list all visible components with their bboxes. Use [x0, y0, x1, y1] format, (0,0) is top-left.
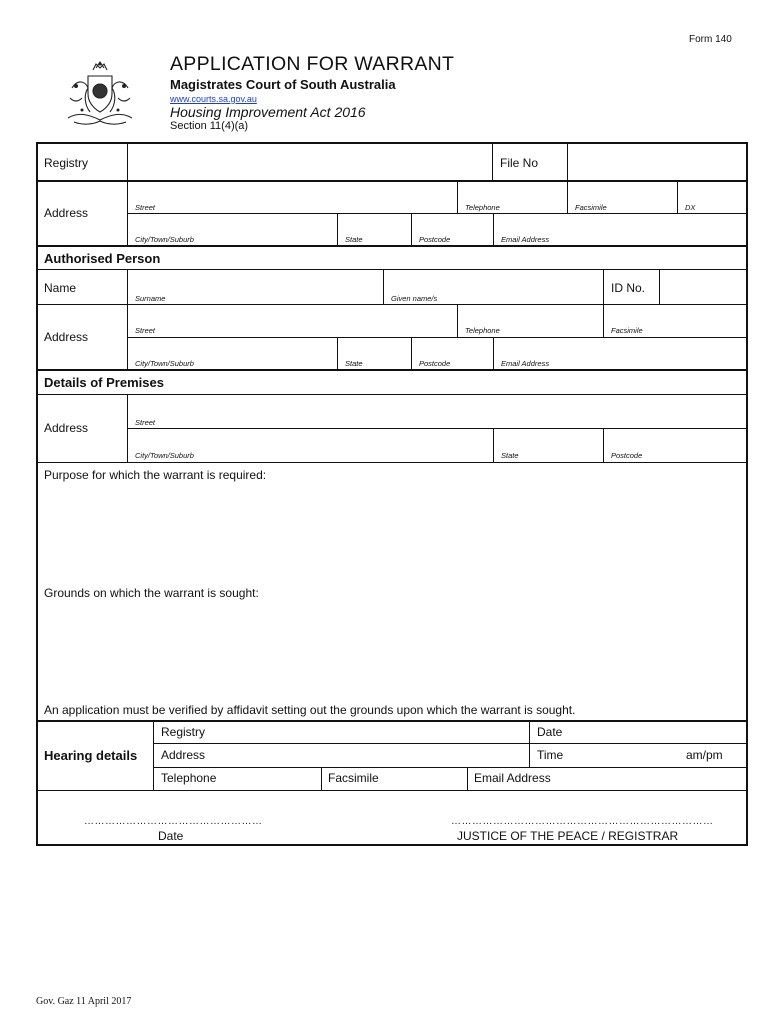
hearing-details-label: Hearing details — [44, 748, 138, 763]
hearing-address-label: Address — [161, 748, 206, 762]
email-field[interactable] — [494, 214, 744, 244]
hearing-email-label: Email Address — [474, 771, 551, 785]
facsimile-field[interactable] — [568, 182, 676, 212]
premises-heading: Details of Premises — [44, 375, 164, 390]
purpose-label: Purpose for which the warrant is required: — [44, 468, 267, 482]
street-label: Street — [135, 203, 156, 212]
hearing-telephone-label: Telephone — [161, 771, 217, 785]
premises-city-label: City/Town/Suburb — [135, 451, 194, 460]
premises-postcode-field[interactable] — [604, 430, 744, 460]
hearing-date-field[interactable] — [573, 722, 743, 742]
premises-address-label: Address — [44, 421, 89, 435]
hearing-registry-label: Registry — [161, 725, 206, 739]
premises-street-label: Street — [135, 418, 156, 427]
authorised-city-field[interactable] — [128, 338, 336, 368]
jp-signature-line[interactable]: ………………………………………………………………… — [451, 816, 714, 827]
dx-field[interactable] — [678, 182, 744, 212]
postcode-field[interactable] — [412, 214, 492, 244]
court-name: Magistrates Court of South Australia — [170, 77, 396, 92]
telephone-label: Telephone — [465, 203, 500, 212]
authorised-postcode-label: Postcode — [419, 359, 451, 368]
postcode-label: Postcode — [419, 235, 451, 244]
surname-field[interactable] — [128, 271, 382, 303]
city-field[interactable] — [128, 214, 336, 244]
authorised-street-label: Street — [135, 326, 156, 335]
authorised-city-label: City/Town/Suburb — [135, 359, 194, 368]
street-field[interactable] — [128, 182, 456, 212]
gazette-footer: Gov. Gaz 11 April 2017 — [36, 996, 132, 1007]
premises-postcode-label: Postcode — [611, 451, 643, 460]
hearing-facsimile-label: Facsimile — [328, 771, 379, 785]
authorised-postcode-field[interactable] — [412, 338, 492, 368]
authorised-address-label: Address — [44, 330, 89, 344]
registry-field[interactable] — [128, 146, 490, 178]
email-label: Email Address — [501, 235, 550, 244]
facsimile-label: Facsimile — [575, 203, 607, 212]
name-label: Name — [44, 281, 77, 295]
id-no-field[interactable] — [660, 271, 744, 303]
affidavit-note: An application must be verified by affidavit setting out the grounds upon which the warrant is sought. — [44, 703, 576, 717]
grounds-label: Grounds on which the warrant is sought: — [44, 586, 259, 600]
given-names-label: Given name/s — [391, 294, 438, 303]
date-signature-line[interactable]: …………………………………………… — [84, 816, 263, 827]
authorised-email-label: Email Address — [501, 359, 550, 368]
purpose-field[interactable] — [42, 484, 742, 584]
address-label: Address — [44, 206, 89, 220]
authorised-facsimile-label: Facsimile — [611, 326, 643, 335]
premises-state-field[interactable] — [494, 430, 602, 460]
am-pm-label: am/pm — [686, 748, 723, 762]
surname-label: Surname — [135, 294, 166, 303]
hearing-time-label: Time — [537, 748, 564, 762]
file-no-field[interactable] — [568, 146, 744, 178]
authorised-street-field[interactable] — [128, 306, 456, 336]
authorised-email-field[interactable] — [494, 338, 744, 368]
dx-label: DX — [685, 203, 696, 212]
hearing-time-field[interactable] — [573, 745, 683, 765]
grounds-field[interactable] — [42, 602, 742, 698]
id-no-label: ID No. — [611, 281, 646, 295]
authorised-telephone-field[interactable] — [458, 306, 602, 336]
form-number: Form 140 — [689, 34, 732, 45]
registry-label: Registry — [44, 156, 89, 170]
authorised-facsimile-field[interactable] — [604, 306, 744, 336]
coat-of-arms-icon — [62, 58, 138, 128]
act-name: Housing Improvement Act 2016 — [170, 104, 366, 120]
hearing-date-label: Date — [537, 725, 563, 739]
authorised-state-field[interactable] — [338, 338, 410, 368]
state-label: State — [345, 235, 363, 244]
justice-of-the-peace-label: JUSTICE OF THE PEACE / REGISTRAR — [457, 829, 679, 843]
premises-street-field[interactable] — [128, 396, 744, 427]
file-no-label: File No — [500, 156, 539, 170]
form-frame — [36, 142, 748, 846]
premises-city-field[interactable] — [128, 430, 492, 460]
premises-state-label: State — [501, 451, 519, 460]
hearing-email-field[interactable] — [563, 769, 743, 789]
authorised-state-label: State — [345, 359, 363, 368]
court-website-link[interactable]: www.courts.sa.gov.au — [170, 94, 257, 104]
section-reference: Section 11(4)(a) — [170, 120, 249, 132]
city-label: City/Town/Suburb — [135, 235, 194, 244]
hearing-facsimile-field[interactable] — [388, 769, 468, 789]
hearing-address-field[interactable] — [218, 745, 528, 765]
signature-date-label: Date — [158, 829, 184, 843]
state-field[interactable] — [338, 214, 410, 244]
page-title: APPLICATION FOR WARRANT — [170, 53, 455, 75]
telephone-field[interactable] — [458, 182, 566, 212]
given-names-field[interactable] — [384, 271, 602, 303]
hearing-registry-field[interactable] — [218, 722, 528, 742]
hearing-telephone-field[interactable] — [226, 769, 318, 789]
authorised-telephone-label: Telephone — [465, 326, 500, 335]
authorised-person-heading: Authorised Person — [44, 251, 161, 266]
